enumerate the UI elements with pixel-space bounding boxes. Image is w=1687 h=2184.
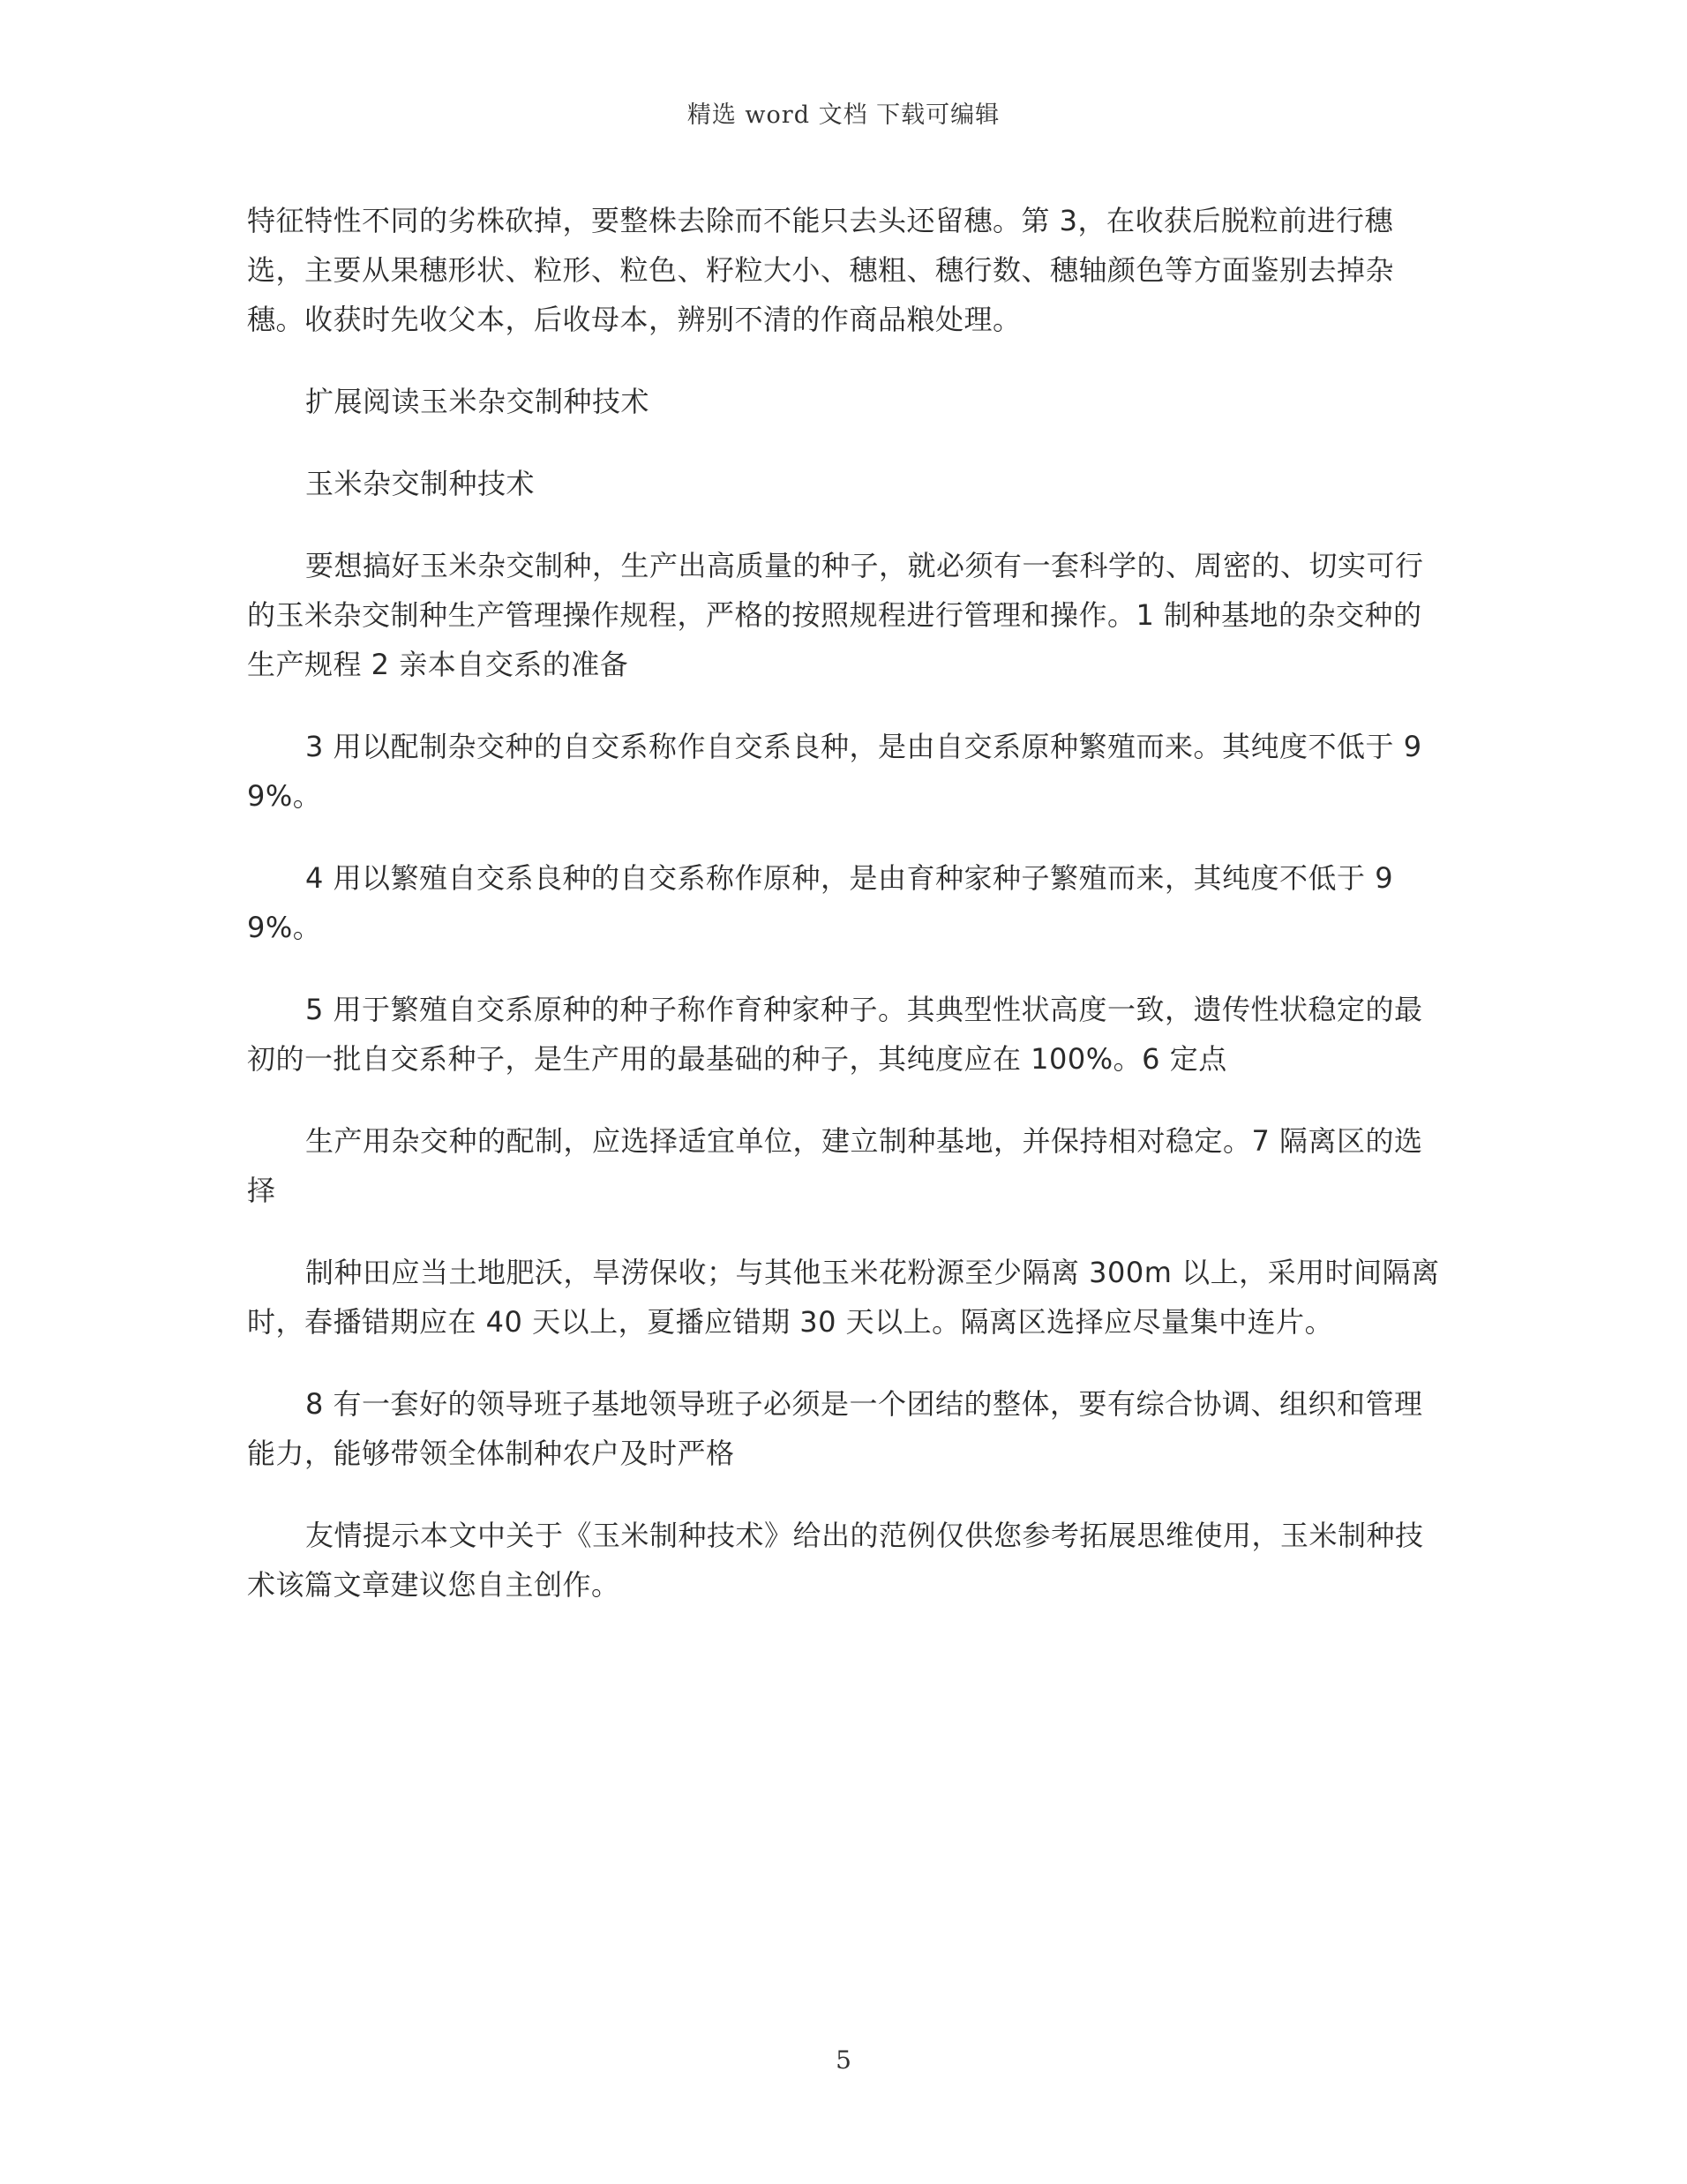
section-title: 玉米杂交制种技术 (305, 467, 536, 500)
paragraph-8: 生产用杂交种的配制，应选择适宜单位，建立制种基地，并保持相对稳定。7 隔离区的选择 (247, 1124, 1423, 1207)
page-header: 精选 word 文档 下载可编辑 (686, 101, 1001, 129)
paragraph-10: 8 有一套好的领导班子基地领导班子必须是一个团结的整体，要有综合协调、组织和管理能力，能够带领全体制种农户及时严格 (247, 1387, 1423, 1470)
paragraph-6: 4 用以繁殖自交系良种的自交系称作原种，是由育种家种子繁殖而来，其纯度不低于 99%。 (247, 861, 1394, 944)
paragraph-11: 友情提示本文中关于《玉米制种技术》给出的范例仅供您参考拓展思维使用，玉米制种技术该篇文章建议您自主创作。 (247, 1519, 1424, 1602)
page-number: 5 (836, 2045, 851, 2075)
paragraph-7: 5 用于繁殖自交系原种的种子称作育种家种子。其典型性状高度一致，遗传性状稳定的最初的一批自交系种子，是生产用的最基础的种子，其纯度应在 100%。6 定点 (247, 993, 1423, 1076)
paragraph-2: 扩展阅读玉米杂交制种技术 (305, 385, 650, 418)
paragraph-1: 特征特性不同的劣株砍掉，要整株去除而不能只去头还留穗。第 3，在收获后脱粒前进行穗选，主要从果穗形状、粒形、粒色、籽粒大小、穗粗、穗行数、穗轴颜色等方面鉴别去掉杂穗。收获时先收父本，后收母本，辨别不清的作商品粮处理。 (247, 204, 1395, 336)
paragraph-5: 3 用以配制杂交种的自交系称作自交系良种，是由自交系原种繁殖而来。其纯度不低于 99%。 (247, 730, 1422, 813)
paragraph-9: 制种田应当土地肥沃，旱涝保收；与其他玉米花粉源至少隔离 300m 以上，采用时间隔离时，春播错期应在 40 天以上，夏播应错期 30 天以上。隔离区选择应尽量集中连片。 (247, 1256, 1440, 1339)
paragraph-4: 要想搞好玉米杂交制种，生产出高质量的种子，就必须有一套科学的、周密的、切实可行的玉米杂交制种生产管理操作规程，严格的按照规程进行管理和操作。1 制种基地的杂交种的生产规程 2 亲本自交系的准备 (247, 549, 1424, 681)
document-body (247, 196, 1447, 1642)
